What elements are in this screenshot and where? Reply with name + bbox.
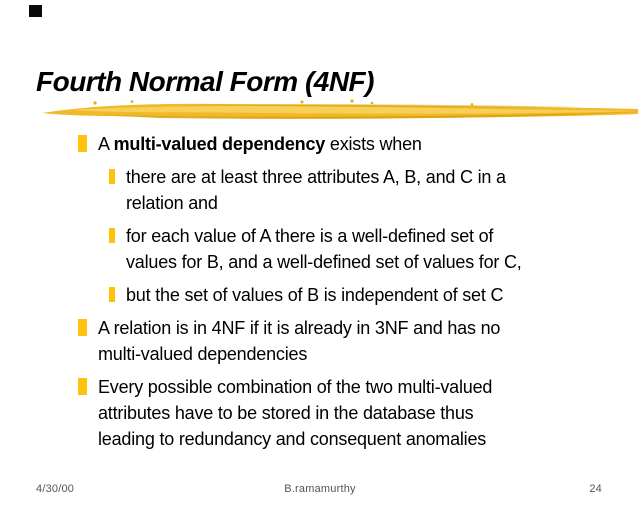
list-item bbox=[109, 223, 623, 275]
text-line bbox=[98, 131, 422, 157]
bullet-icon bbox=[78, 135, 87, 152]
footer-page-number: 24 bbox=[589, 483, 602, 495]
bullet-icon bbox=[109, 228, 115, 243]
text-line: but the set of values of B is independent of set C bbox=[126, 285, 504, 305]
item-text bbox=[98, 131, 422, 157]
bullet-icon bbox=[78, 319, 87, 336]
brush-stroke-underline bbox=[40, 97, 640, 125]
footer-date: 4/30/00 bbox=[36, 483, 75, 495]
text-segment: A bbox=[98, 134, 114, 154]
list-item bbox=[109, 282, 623, 308]
text-segment-bold: multi-valued dependency bbox=[113, 134, 326, 154]
text-line: for each value of A there is a well-defined set of bbox=[126, 226, 494, 246]
text-line: values for B, and a well-defined set of values for C, bbox=[126, 252, 522, 272]
text-line: relation and bbox=[126, 193, 218, 213]
bullet-icon bbox=[109, 287, 115, 302]
footer-author: B.ramamurthy bbox=[284, 483, 356, 495]
text-line: multi-valued dependencies bbox=[98, 344, 308, 364]
list-item bbox=[78, 315, 623, 367]
list-item bbox=[78, 374, 623, 452]
list-item bbox=[109, 164, 623, 216]
text-segment: exists when bbox=[325, 134, 422, 154]
bullet-icon bbox=[78, 378, 87, 395]
bullet-icon bbox=[109, 169, 115, 184]
corner-mark bbox=[29, 5, 42, 17]
item-text bbox=[126, 164, 506, 216]
text-line: attributes have to be stored in the database thus bbox=[98, 403, 474, 423]
slide-title: Fourth Normal Form (4NF) bbox=[36, 66, 374, 97]
list-item bbox=[78, 131, 623, 157]
text-line: A relation is in 4NF if it is already in 3NF and has no bbox=[98, 318, 501, 338]
item-text bbox=[126, 223, 522, 275]
item-text bbox=[98, 315, 500, 367]
item-text bbox=[98, 374, 492, 452]
text-line: Every possible combination of the two multi-valued bbox=[98, 377, 493, 397]
text-line: leading to redundancy and consequent anomalies bbox=[98, 429, 487, 449]
bullet-list bbox=[78, 131, 623, 459]
text-line: there are at least three attributes A, B, and C in a bbox=[126, 167, 506, 187]
item-text bbox=[126, 282, 503, 308]
